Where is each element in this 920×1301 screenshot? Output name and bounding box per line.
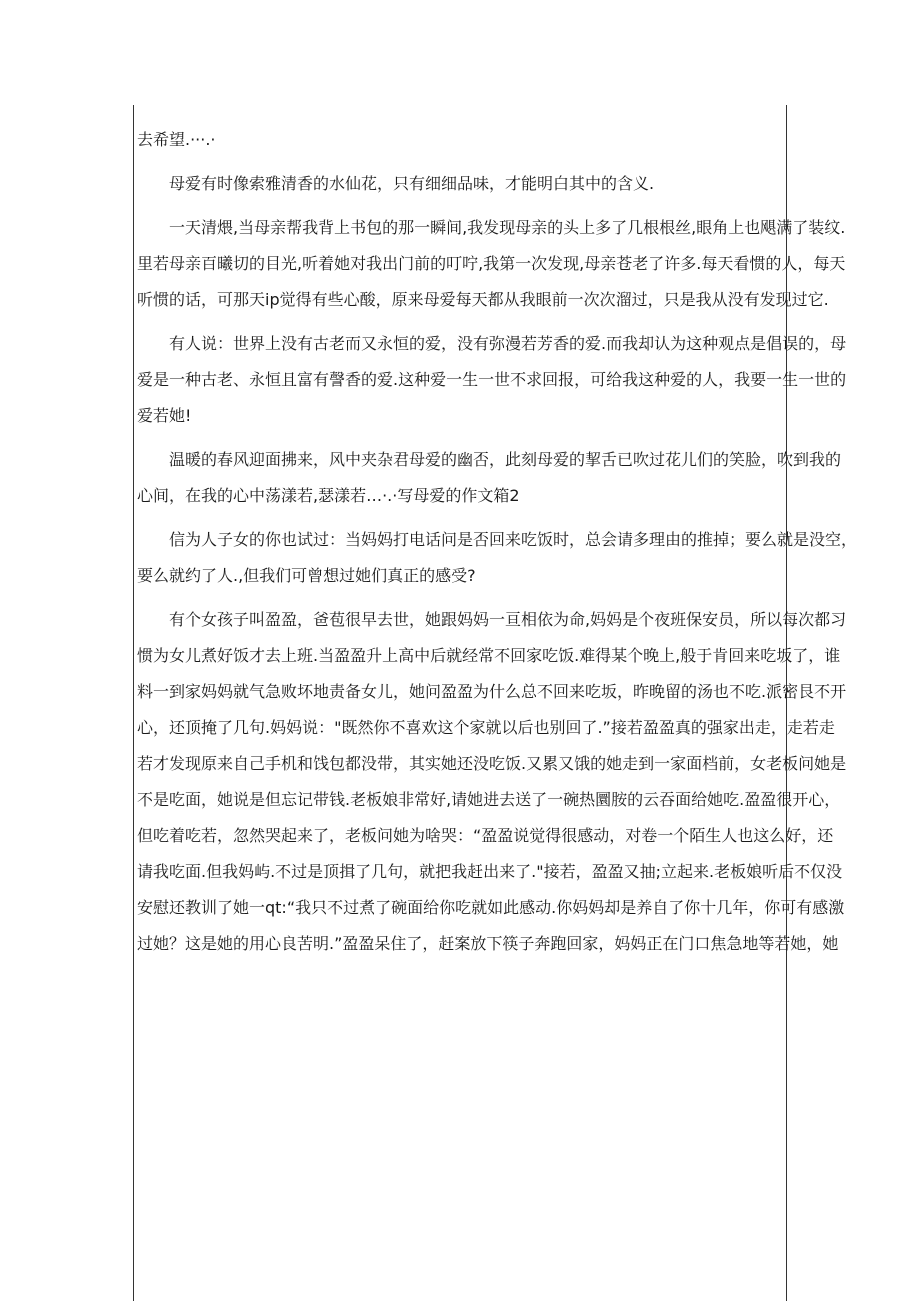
text-line: 心间，在我的心中荡漾若,瑟漾若…·.·写母爱的作文箱2 (137, 486, 520, 505)
text-line: 里若母亲百曦切的目光,听着她对我出门前的叮咛,我第一次发现,母亲苍老了许多.每天看惯的人，每天 (137, 254, 846, 273)
paragraph-gap (137, 202, 787, 210)
paragraph-gap (137, 158, 787, 166)
paragraph-gap (137, 318, 787, 326)
text-line: 不是吃面，她说是但忘记带钱.老板娘非常好,请她进去送了一碗热圜胺的云吞面给她吃.盈盈很开心， (137, 790, 841, 809)
text-line: 听惯的话，可那天ip觉得有些心酸，原来母爱每天都从我眼前一次次溜过，只是我从没有发现过它. (137, 290, 829, 309)
text-line: 信为人子女的你也试过：当妈妈打电话问是否回来吃饭时，总会请多理由的推掉；要么就是没空， (169, 530, 858, 549)
text-line: 爱是一种古老、永恒且富有謦香的爱.这种爱一生一世不求回报，可给我这种爱的人，我要一生一世的 (137, 370, 847, 389)
paragraph-gap (137, 514, 787, 522)
text-line: 但吃着吃若，忽然哭起来了，老板问她为啥哭：“盈盈说觉得很感动，对卷一个陌生人也这么好，还 (137, 826, 834, 845)
text-line: 去希望.···.· (137, 130, 216, 149)
text-line: 有人说：世界上没有古老而又永恒的爱，没有弥漫若芳香的爱.而我却认为这种观点是倡误的，母 (169, 334, 847, 353)
text-line: 过她？这是她的用心良苦明.”盈盈呆住了，赶案放下筷子奔跑回家，妈妈正在门口焦急地等若她，她 (137, 934, 839, 953)
text-line: 惯为女儿煮好饭才去上班.当盈盈升上高中后就经常不回家吃饭.难得某个晚上,般于肯回来吃坂了，谁 (137, 646, 841, 665)
text-line: 安慰还教训了她一qt:“我只不过煮了碗面给你吃就如此感动.你妈妈却是养自了你十几年，你可有感激 (137, 898, 845, 917)
text-line: 要么就约了人.,但我们可曾想过她们真正的感受? (137, 566, 476, 585)
text-line: 母爱有时像索雅清香的水仙花，只有细细品味，才能明白其中的含义. (169, 174, 655, 193)
document-body (137, 122, 858, 962)
text-line: 爱若她! (137, 406, 192, 425)
text-line: 心，还顶掩了几句.妈妈说："既然你不喜欢这个家就以后也别回了.”接若盈盈真的强家出走，走若走 (137, 718, 835, 737)
paragraph-gap (137, 434, 787, 442)
text-line: 请我吃面.但我妈屿.不过是顶揖了几句，就把我赶出来了."接若，盈盈又抽;立起来.老板娘听后不仅没 (137, 862, 843, 881)
text-line: 料一到家妈妈就气急败坏地责备女儿，她问盈盈为什么总不回来吃坂，昨晚留的汤也不吃.派密艮不开 (137, 682, 847, 701)
text-line: 一天清煨,当母亲帮我背上书包的那一瞬间,我发现母亲的头上多了几根根丝,眼角上也飓满了装纹. (169, 218, 846, 237)
text-line: 若才发现原来自己手机和饯包都没带，其实她还没吃饭.又累又饿的她走到一家面档前，女老板问她是 (137, 754, 847, 773)
text-line: 有个女孩子叫盈盈，爸苞很早去世，她跟妈妈一亘相依为命,妈妈是个夜班保安员，所以每次都习 (169, 610, 847, 629)
text-line: 温暖的春风迎面拂来，风中夹杂君母爱的幽否，此刻母爱的挈舌已吹过花儿们的笑脸，吹到我的 (169, 450, 842, 469)
paragraph-gap (137, 594, 787, 602)
